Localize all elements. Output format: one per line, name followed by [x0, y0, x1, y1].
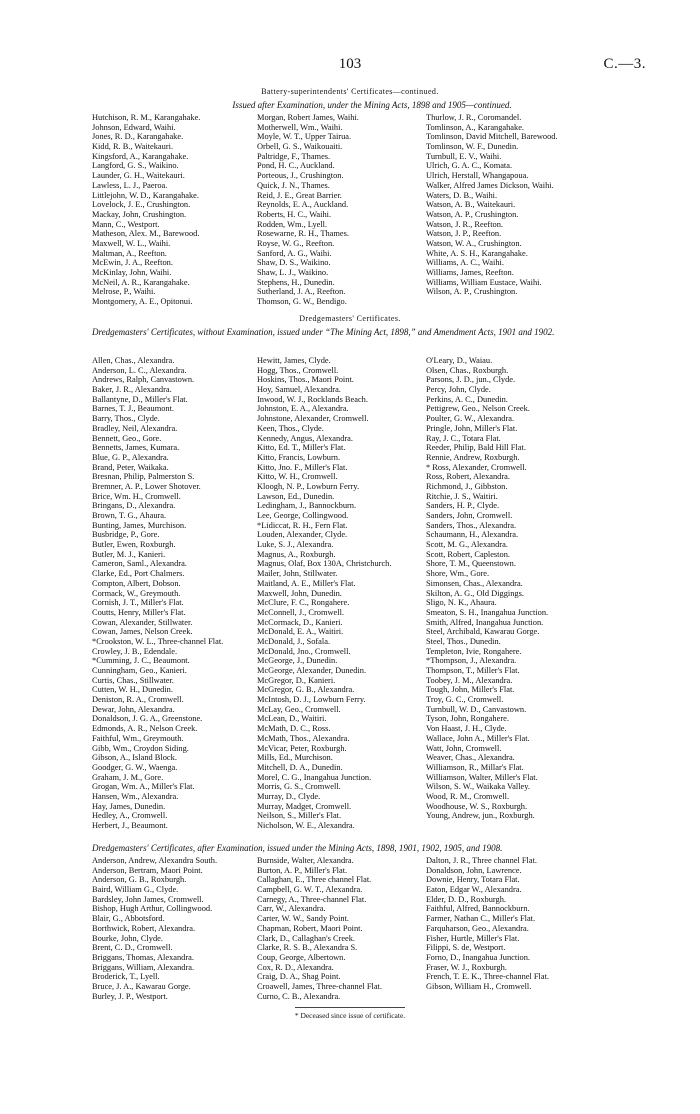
list-entry: Compton, Albert, Dobson.: [92, 578, 181, 588]
list-entry: Johnstone, Alexander, Cromwell.: [257, 414, 369, 424]
list-entry: Ulrich, Herstall, Whangapoua.: [426, 171, 529, 181]
list-entry: Johnson, Edward, Waihi.: [92, 122, 176, 132]
list-entry: Mailer, John, Stillwater.: [257, 569, 338, 579]
footnote: * Deceased since issue of certificate.: [294, 1011, 406, 1020]
list-entry: Coup, George, Albertown.: [257, 952, 346, 962]
list-entry: Hedley, A., Cromwell.: [92, 811, 168, 821]
list-entry: McDonald, E. A., Waitiri.: [257, 627, 344, 637]
list-entry: Maitland, A. E., Miller's Flat.: [257, 578, 356, 588]
list-entry: Lovelock, J. E., Crushington.: [92, 200, 191, 210]
list-entry: Downie, Henry, Totara Flat.: [426, 875, 520, 885]
list-entry: Neilson, S., Miller's Flat.: [257, 811, 342, 821]
list-entry: * Ross, Alexander, Cromwell.: [426, 462, 527, 472]
list-entry: Burley, J. P., Westport.: [92, 991, 168, 1001]
list-entry: Turnbull, E. V., Waihi.: [426, 151, 502, 161]
list-entry: Williamson, Walter, Miller's Flat.: [426, 772, 538, 782]
list-entry: Kitto, Jno. F., Miller's Flat.: [257, 462, 348, 472]
list-entry: Farmer, Nathan C., Miller's Flat.: [426, 914, 536, 924]
list-entry: Briggans, William, Alexandra.: [92, 962, 195, 972]
list-entry: O'Leary, D., Waiau.: [426, 356, 493, 365]
list-entry: McKinlay, John, Waihi.: [92, 268, 172, 277]
list-entry: Hogg, Thos., Cromwell.: [257, 365, 339, 375]
list-entry: Cowan, Alexander, Stillwater.: [92, 617, 193, 627]
list-entry: Craig, D. A., Shag Point.: [257, 972, 341, 982]
list-entry: Butler, M. J., Kanieri.: [92, 549, 166, 559]
list-entry: Broderick, T., Lyell.: [92, 972, 160, 982]
list-entry: Borthwick, Robert, Alexandra.: [92, 923, 196, 933]
list-entry: Thomson, G. W., Bendigo.: [257, 297, 347, 307]
list-entry: White, A. S. H., Karangahake.: [426, 248, 528, 258]
list-entry: Launder, G. H., Waitekauri.: [92, 171, 185, 181]
list-entry: Motherwell, Wm., Waihi.: [257, 122, 343, 132]
list-entry: Fraser, W. J., Roxburgh.: [426, 962, 507, 972]
list-entry: McMath, Thos., Alexandra.: [257, 733, 350, 743]
list-entry: Gibson, William H., Cromwell.: [426, 981, 532, 991]
list-entry: Skilton, A. G., Old Diggings.: [426, 588, 524, 598]
list-entry: Callaghan, E., Three channel Flat.: [257, 875, 372, 885]
list-entry: Graham, J. M., Gore.: [92, 772, 164, 782]
dredge-column-1: [92, 356, 223, 831]
list-entry: Young, Andrew, jun., Roxburgh.: [426, 811, 535, 821]
footnote-rule: [295, 1007, 405, 1008]
list-entry: Anderson, Bertram, Maori Point.: [92, 865, 203, 875]
list-entry: Thompson, T., Miller's Flat.: [426, 666, 520, 675]
list-entry: Toobey, J. M., Alexandra.: [426, 675, 513, 685]
list-entry: Reeder, Philip, Bald Hill Flat.: [426, 443, 526, 453]
document-reference: C.—3.: [603, 56, 646, 72]
list-entry: Sanders, Thos., Alexandra.: [426, 520, 517, 530]
list-entry: Mills, Ed., Murchison.: [257, 753, 333, 763]
list-entry: Dalton, J. R., Three channel Flat.: [426, 856, 538, 865]
list-entry: Turnbull, W. D., Canvastown.: [426, 704, 527, 714]
list-entry: Cormack, W., Greymouth.: [92, 588, 181, 598]
list-entry: Louden, Alexander, Clyde.: [257, 530, 348, 540]
list-entry: Watson, A. P., Crushington.: [426, 209, 519, 219]
list-entry: Carter, W. W., Sandy Point.: [257, 914, 350, 924]
list-entry: Busbridge, P., Gore.: [92, 530, 160, 540]
list-entry: Nicholson, W. E., Alexandra.: [257, 821, 355, 830]
list-entry: Kidd, R. B., Waitekauri.: [92, 142, 174, 152]
list-entry: Percy, John, Clyde.: [426, 385, 491, 395]
list-entry: Littlejohn, W. D., Karangahake.: [92, 190, 199, 200]
list-entry: Brand, Peter, Waikaka.: [92, 462, 169, 472]
dredge-column-2: [257, 356, 391, 831]
list-entry: Hoy, Samuel, Alexandra.: [257, 385, 341, 395]
list-entry: Lawless, L. J., Paeroa.: [92, 180, 168, 190]
list-entry: Cowan, James, Nelson Creek.: [92, 627, 193, 637]
list-entry: Tough, John, Miller's Flat.: [426, 685, 515, 695]
list-entry: Barnes, T. J., Beaumont.: [92, 404, 175, 414]
list-entry: Williams, William Eustace, Waihi.: [426, 277, 542, 287]
list-entry: Blue, G. P., Alexandra.: [92, 452, 169, 462]
list-entry: Luke, S. J., Alexandra.: [257, 540, 334, 550]
list-entry: Dewar, John, Alexandra.: [92, 704, 175, 714]
list-entry: Hewitt, James, Clyde.: [257, 356, 331, 365]
list-entry: *Lidiccat, R. H., Fern Flat.: [257, 520, 348, 530]
list-entry: Allen, Chas., Alexandra.: [92, 356, 175, 365]
list-entry: Johnston, E. A., Alexandra.: [257, 404, 349, 414]
list-entry: Filippi, S. de, Westport.: [426, 943, 506, 953]
list-entry: Burton, A. P., Miller's Flat.: [257, 865, 348, 875]
list-entry: Butler, Ewen, Roxburgh.: [92, 540, 176, 550]
list-entry: *Thompson, J., Alexandra.: [426, 656, 517, 666]
list-entry: Quick, J. N., Thames.: [257, 180, 330, 190]
list-entry: McGregor, G. B., Alexandra.: [257, 685, 355, 695]
list-entry: Tomlinson, David Mitchell, Barewood.: [426, 132, 558, 142]
list-entry: Fisher, Hurtle, Miller's Flat.: [426, 933, 520, 943]
list-entry: Tomlinson, W. F., Dunedin.: [426, 142, 519, 152]
list-entry: Bresnan, Philip, Palmerston S.: [92, 472, 195, 482]
list-entry: Roberts, H. C., Waihi.: [257, 209, 332, 219]
list-entry: Poulter, G. W., Alexandra.: [426, 414, 515, 424]
list-entry: Farquharson, Geo., Alexandra.: [426, 923, 529, 933]
dredge-subtitle-without-exam: Dredgemasters' Certificates, without Examination, issued under “The Mining Act, 1898,” and Amendment Acts, 1901 and 1902.: [92, 327, 555, 337]
list-entry: Watson, W. A., Crushington.: [426, 238, 522, 248]
list-entry: Magnus, Olaf, Box 130A, Christchurch.: [257, 559, 392, 569]
list-entry: Bardsley, John James, Cromwell.: [92, 894, 204, 904]
list-entry: Bennett, Geo., Gore.: [92, 433, 162, 443]
list-entry: Watson, J. P., Reefton.: [426, 229, 502, 239]
list-entry: Bringans, D., Alexandra.: [92, 501, 176, 511]
list-entry: Cornish, J. T., Miller's Flat.: [92, 598, 184, 608]
dredge-column-3: [426, 356, 548, 821]
dredge-exam-column-2: [257, 856, 382, 1001]
list-entry: Burnside, Walter, Alexandra.: [257, 856, 354, 865]
list-entry: Magnus, A., Roxburgh.: [257, 549, 336, 559]
list-entry: Elder, D. D., Roxburgh.: [426, 894, 506, 904]
list-entry: McIntosh, D. J., Lowburn Ferry.: [257, 695, 366, 705]
list-entry: Steel, Archibald, Kawarau Gorge.: [426, 627, 540, 637]
list-entry: Anderson, L. C., Alexandra.: [92, 365, 187, 375]
list-entry: McEwin, J. A., Reefton.: [92, 258, 173, 268]
list-entry: Pringle, John, Miller's Flat.: [426, 423, 518, 433]
list-entry: Royse, W. G., Reefton.: [257, 238, 335, 248]
list-entry: Sanders, John, Cromwell.: [426, 511, 513, 520]
list-entry: Ledingham, J., Bannockburn.: [257, 501, 357, 511]
list-entry: Stephens, H., Dunedin.: [257, 277, 335, 287]
list-entry: Inwood, W. J., Rocklands Beach.: [257, 394, 368, 404]
list-entry: Faithful, Alfred, Bannockburn.: [426, 904, 530, 914]
list-entry: Ballantyne, D., Miller's Flat.: [92, 394, 188, 404]
list-entry: Troy, G. C., Cromwell.: [426, 695, 504, 705]
list-entry: Cox, R. D., Alexandra.: [257, 962, 334, 972]
list-entry: Bourke, John, Clyde.: [92, 933, 163, 943]
list-entry: Shaw, D. S., Waikino.: [257, 258, 331, 268]
list-entry: Montgomery, A. E., Opitonui.: [92, 297, 193, 307]
list-entry: Olsen, Chas., Roxburgh.: [426, 365, 509, 375]
list-entry: McCormack, D., Kanieri.: [257, 617, 343, 627]
list-entry: Shore, Wm., Gore.: [426, 569, 490, 579]
list-entry: Langford, G. S., Waikino.: [92, 161, 179, 171]
list-entry: Hay, James, Dunedin.: [92, 801, 166, 811]
list-entry: Steel, Thos., Dunedin.: [426, 636, 501, 646]
list-entry: Clark, D., Callaghan's Creek.: [257, 933, 356, 943]
page-header: [0, 56, 700, 76]
list-entry: Brice, Wm. H., Cromwell.: [92, 491, 181, 501]
list-entry: Sanders, H. P., Clyde.: [426, 501, 500, 511]
battery-subtitle: Issued after Examination, under the Mining Acts, 1898 and 1905—continued.: [232, 100, 512, 110]
list-entry: McNeil, A. R., Karangahake.: [92, 277, 190, 287]
list-entry: Orbell, G. S., Waikouaiti.: [257, 142, 343, 152]
list-entry: Thurlow, J. R., Coromandel.: [426, 113, 522, 122]
list-entry: Andrews, Ralph, Canvastown.: [92, 375, 195, 385]
list-entry: Edmonds, A. R., Nelson Creek.: [92, 724, 198, 734]
list-entry: Paltridge, F., Thames.: [257, 151, 331, 161]
list-entry: Kitto, W. H., Cromwell.: [257, 472, 338, 482]
list-entry: Tomlinson, A., Karangahake.: [426, 122, 525, 132]
list-entry: Carnegy, A., Three-channel Flat.: [257, 894, 367, 904]
list-entry: Carr, W., Alexandra.: [257, 904, 326, 914]
list-entry: Baird, William G., Clyde.: [92, 885, 179, 895]
list-entry: McVicar, Peter, Roxburgh.: [257, 743, 347, 753]
list-entry: Smith, Alfred, Inangahua Junction.: [426, 617, 544, 627]
list-entry: Maxwell, W. L., Waihi.: [92, 238, 171, 248]
list-entry: Gibb, Wm., Croydon Siding.: [92, 743, 189, 753]
list-entry: Von Haast, J. H., Clyde.: [426, 724, 507, 734]
list-entry: Briggans, Thomas, Alexandra.: [92, 952, 194, 962]
list-entry: McLean, D., Waitiri.: [257, 714, 327, 724]
list-entry: Hoskins, Thos., Maori Point.: [257, 375, 354, 385]
list-entry: Walker, Alfred James Dickson, Waihi.: [426, 180, 554, 190]
list-entry: Sligo, N. K., Ahaura.: [426, 598, 497, 608]
list-entry: Bruce, J. A., Kawarau Gorge.: [92, 981, 191, 991]
list-entry: Forno, D., Inangahua Junction.: [426, 952, 530, 962]
list-entry: Mann, C., Westport.: [92, 219, 160, 229]
list-entry: McConnell, J., Cromwell.: [257, 607, 345, 617]
list-entry: *Crookston, W. L., Three-channel Flat.: [92, 636, 224, 646]
list-entry: Morris, G. S., Cromwell.: [257, 782, 341, 792]
list-entry: Weaver, Chas., Alexandra.: [426, 753, 515, 763]
list-entry: Keen, Thos., Clyde.: [257, 423, 324, 433]
battery-section-title: Battery-superintendents' Certificates—continued.: [261, 87, 439, 96]
list-entry: Shaw, L. J., Waikino.: [257, 268, 329, 277]
list-entry: Pettigrew, Geo., Nelson Creek.: [426, 404, 530, 414]
list-entry: Ulrich, G. A. C., Komata.: [426, 161, 513, 171]
list-entry: Williams, A. C., Waihi.: [426, 258, 504, 268]
list-entry: Wilson, S. W., Waikaka Valley.: [426, 782, 530, 792]
list-entry: McLay, Geo., Cromwell.: [257, 704, 341, 714]
list-entry: Cutten, W. H., Dunedin.: [92, 685, 173, 695]
list-entry: Faithful, Wm., Greymouth.: [92, 733, 184, 743]
list-entry: Mackay, John, Crushington.: [92, 209, 187, 219]
list-entry: Chapman, Robert, Maori Point.: [257, 923, 363, 933]
list-entry: Gibson, A., Island Block.: [92, 753, 177, 763]
list-entry: Watson, A. B., Waitekauri.: [426, 200, 516, 210]
list-entry: McDonald, J., Sofala.: [257, 636, 331, 646]
dredge-section-title: Dredgemasters' Certificates.: [299, 314, 401, 323]
list-entry: Baker, J. R., Alexandra.: [92, 385, 172, 395]
list-entry: Morgan, Robert James, Waihi.: [257, 113, 359, 122]
list-entry: Rodden, Wm., Lyell.: [257, 219, 328, 229]
list-entry: Hansen, Wm., Alexandra.: [92, 791, 179, 801]
list-entry: Perkins, A. C., Dunedin.: [426, 394, 508, 404]
list-entry: Ross, Robert, Alexandra.: [426, 472, 510, 482]
list-entry: Crowley, J. B., Edendale.: [92, 646, 178, 656]
list-entry: Sutherland, J. A., Reefton.: [257, 287, 346, 297]
list-entry: Bradley, Neil, Alexandra.: [92, 423, 178, 433]
list-entry: Bremner, A. P., Lower Shotover.: [92, 481, 201, 491]
list-entry: Pond, H. C., Auckland.: [257, 161, 335, 171]
list-entry: Lawson, Ed., Dunedin.: [257, 491, 335, 501]
list-entry: Murray, Madget, Cromwell.: [257, 801, 352, 811]
list-entry: McGeorge, Alexander, Dunedin.: [257, 666, 367, 675]
list-entry: Simonsen, Chas., Alexandra.: [426, 578, 523, 588]
list-entry: Campbell, G. W. T., Alexandra.: [257, 885, 363, 895]
list-entry: Eaton, Edgar W., Alexandra.: [426, 885, 522, 895]
list-entry: Brent, C. D., Cromwell.: [92, 943, 173, 953]
list-entry: Curno, C. B., Alexandra.: [257, 991, 341, 1001]
list-entry: Anderson, Andrew, Alexandra South.: [92, 856, 218, 865]
list-entry: McMath, D. C., Ross.: [257, 724, 331, 734]
list-entry: Waters, D. B., Waihi.: [426, 190, 498, 200]
list-entry: French, T. E. K., Three-channel Flat.: [426, 972, 550, 982]
list-entry: Jones, R. D., Karangahake.: [92, 132, 184, 142]
list-entry: Bishop, Hugh Arthur, Collingwood.: [92, 904, 213, 914]
list-entry: Donaldson, John, Lawrence.: [426, 865, 522, 875]
page-number: 103: [338, 56, 362, 72]
list-entry: Clarke, R. S. B., Alexandra S.: [257, 943, 358, 953]
list-entry: Reynolds, E. A., Auckland.: [257, 200, 349, 210]
battery-column-3: [426, 113, 558, 297]
list-entry: Schaumann, H., Alexandra.: [426, 530, 519, 540]
list-entry: Deniston, R. A., Cromwell.: [92, 695, 184, 705]
list-entry: Wilson, A. P., Crushington.: [426, 287, 518, 297]
list-entry: Moyle, W. T., Upper Tairua.: [257, 132, 352, 142]
list-entry: Blair, G., Abbotsford.: [92, 914, 165, 924]
list-entry: Rennie, Andrew, Roxburgh.: [426, 452, 520, 462]
list-entry: Murray, D., Clyde.: [257, 791, 321, 801]
list-entry: *Cumming, J. C., Beaumont.: [92, 656, 190, 666]
dredge-subtitle-after-exam: Dredgemasters' Certificates, after Examination, issued under the Mining Acts, 1898, 1901, 1902, 1905, and 1908.: [92, 843, 503, 853]
list-entry: Bennetts, James, Kumara.: [92, 443, 180, 453]
list-entry: Shore, T. M., Queenstown.: [426, 559, 516, 569]
list-entry: McDonald, Jno., Cromwell.: [257, 646, 351, 656]
list-entry: Anderson, G. B., Roxburgh.: [92, 875, 187, 885]
list-entry: Bunting, James, Murchison.: [92, 520, 187, 530]
list-entry: Herbert, J., Beaumont.: [92, 821, 168, 830]
list-entry: Kennedy, Angus, Alexandra.: [257, 433, 353, 443]
list-entry: Scott, M. G., Alexandra.: [426, 540, 508, 550]
list-entry: Watt, John, Cromwell.: [426, 743, 502, 753]
list-entry: Tyson, John, Rongahere.: [426, 714, 509, 724]
list-entry: Scott, Robert, Capleston.: [426, 549, 510, 559]
list-entry: Curtis, Chas., Stillwater.: [92, 675, 174, 685]
list-entry: Coutts, Henry, Miller's Flat.: [92, 607, 186, 617]
battery-column-2: [257, 113, 359, 307]
list-entry: Cunningham, Geo., Kanieri.: [92, 666, 187, 675]
list-entry: Kitto, Ed. T., Miller's Flat.: [257, 443, 346, 453]
list-entry: McGregor, D., Kanieri.: [257, 675, 336, 685]
list-entry: Kloogh, N. P., Lowburn Ferry.: [257, 481, 360, 491]
battery-column-1: [92, 113, 200, 307]
list-entry: Reid, J. E., Great Barrier.: [257, 190, 342, 200]
list-entry: Clarke, Ed., Port Chalmers.: [92, 569, 185, 579]
list-entry: Donaldson, J. G. A., Greenstone.: [92, 714, 203, 724]
list-entry: Lee, George, Collingwood.: [257, 511, 349, 520]
list-entry: Woodhouse, W. S., Roxburgh.: [426, 801, 528, 811]
list-entry: Kitto, Francis, Lowburn.: [257, 452, 341, 462]
list-entry: Wallace, John A., Miller's Flat.: [426, 733, 530, 743]
list-entry: Richmond, J., Gibbston.: [426, 481, 508, 491]
list-entry: Croawell, James, Three-channel Flat.: [257, 981, 382, 991]
list-entry: Melrose, P., Waihi.: [92, 287, 156, 297]
list-entry: Watson, J. R., Reefton.: [426, 219, 504, 229]
list-entry: Grogan, Wm. A., Miller's Flat.: [92, 782, 195, 792]
list-entry: Goodger, G. W., Waenga.: [92, 762, 178, 772]
list-entry: Hutchison, R. M., Karangahake.: [92, 113, 201, 122]
list-entry: Williamson, R., Millar's Flat.: [426, 762, 524, 772]
list-entry: Cameron, Saml., Alexandra.: [92, 559, 187, 569]
dredge-exam-column-3: [426, 856, 549, 992]
list-entry: Barry, Thos., Clyde.: [92, 414, 160, 424]
list-entry: Williams, James, Reefton.: [426, 268, 514, 277]
list-entry: Parsons, J. D., jun., Clyde.: [426, 375, 516, 385]
list-entry: Kingsford, A., Karangahake.: [92, 151, 189, 161]
list-entry: McClure, F. C., Rongahere.: [257, 598, 350, 608]
list-entry: Rosewarne, R. H., Thames.: [257, 229, 349, 239]
list-entry: Maxwell, John, Dunedin.: [257, 588, 342, 598]
list-entry: Sanford, A. G., Waihi.: [257, 248, 332, 258]
dredge-exam-column-1: [92, 856, 217, 1001]
list-entry: Brown, T. G., Ahaura.: [92, 511, 167, 520]
list-entry: Matheson, Alex. M., Barewood.: [92, 229, 200, 239]
list-entry: Mitchell, D. A., Dunedin.: [257, 762, 343, 772]
list-entry: Ray, J. C., Totara Flat.: [426, 433, 501, 443]
list-entry: McGeorge, J., Dunedin.: [257, 656, 338, 666]
list-entry: Porteous, J., Crushington.: [257, 171, 344, 181]
list-entry: Templeton, Ivie, Rongahere.: [426, 646, 522, 656]
list-entry: Ritchie, J. S., Waitiri.: [426, 491, 498, 501]
list-entry: Wood, R. M., Cromwell.: [426, 791, 510, 801]
list-entry: Smeaton, S. H., Inangahua Junction.: [426, 607, 549, 617]
list-entry: Maltman, A., Reefton.: [92, 248, 167, 258]
list-entry: Morel, C. G., Inangahua Junction.: [257, 772, 372, 782]
